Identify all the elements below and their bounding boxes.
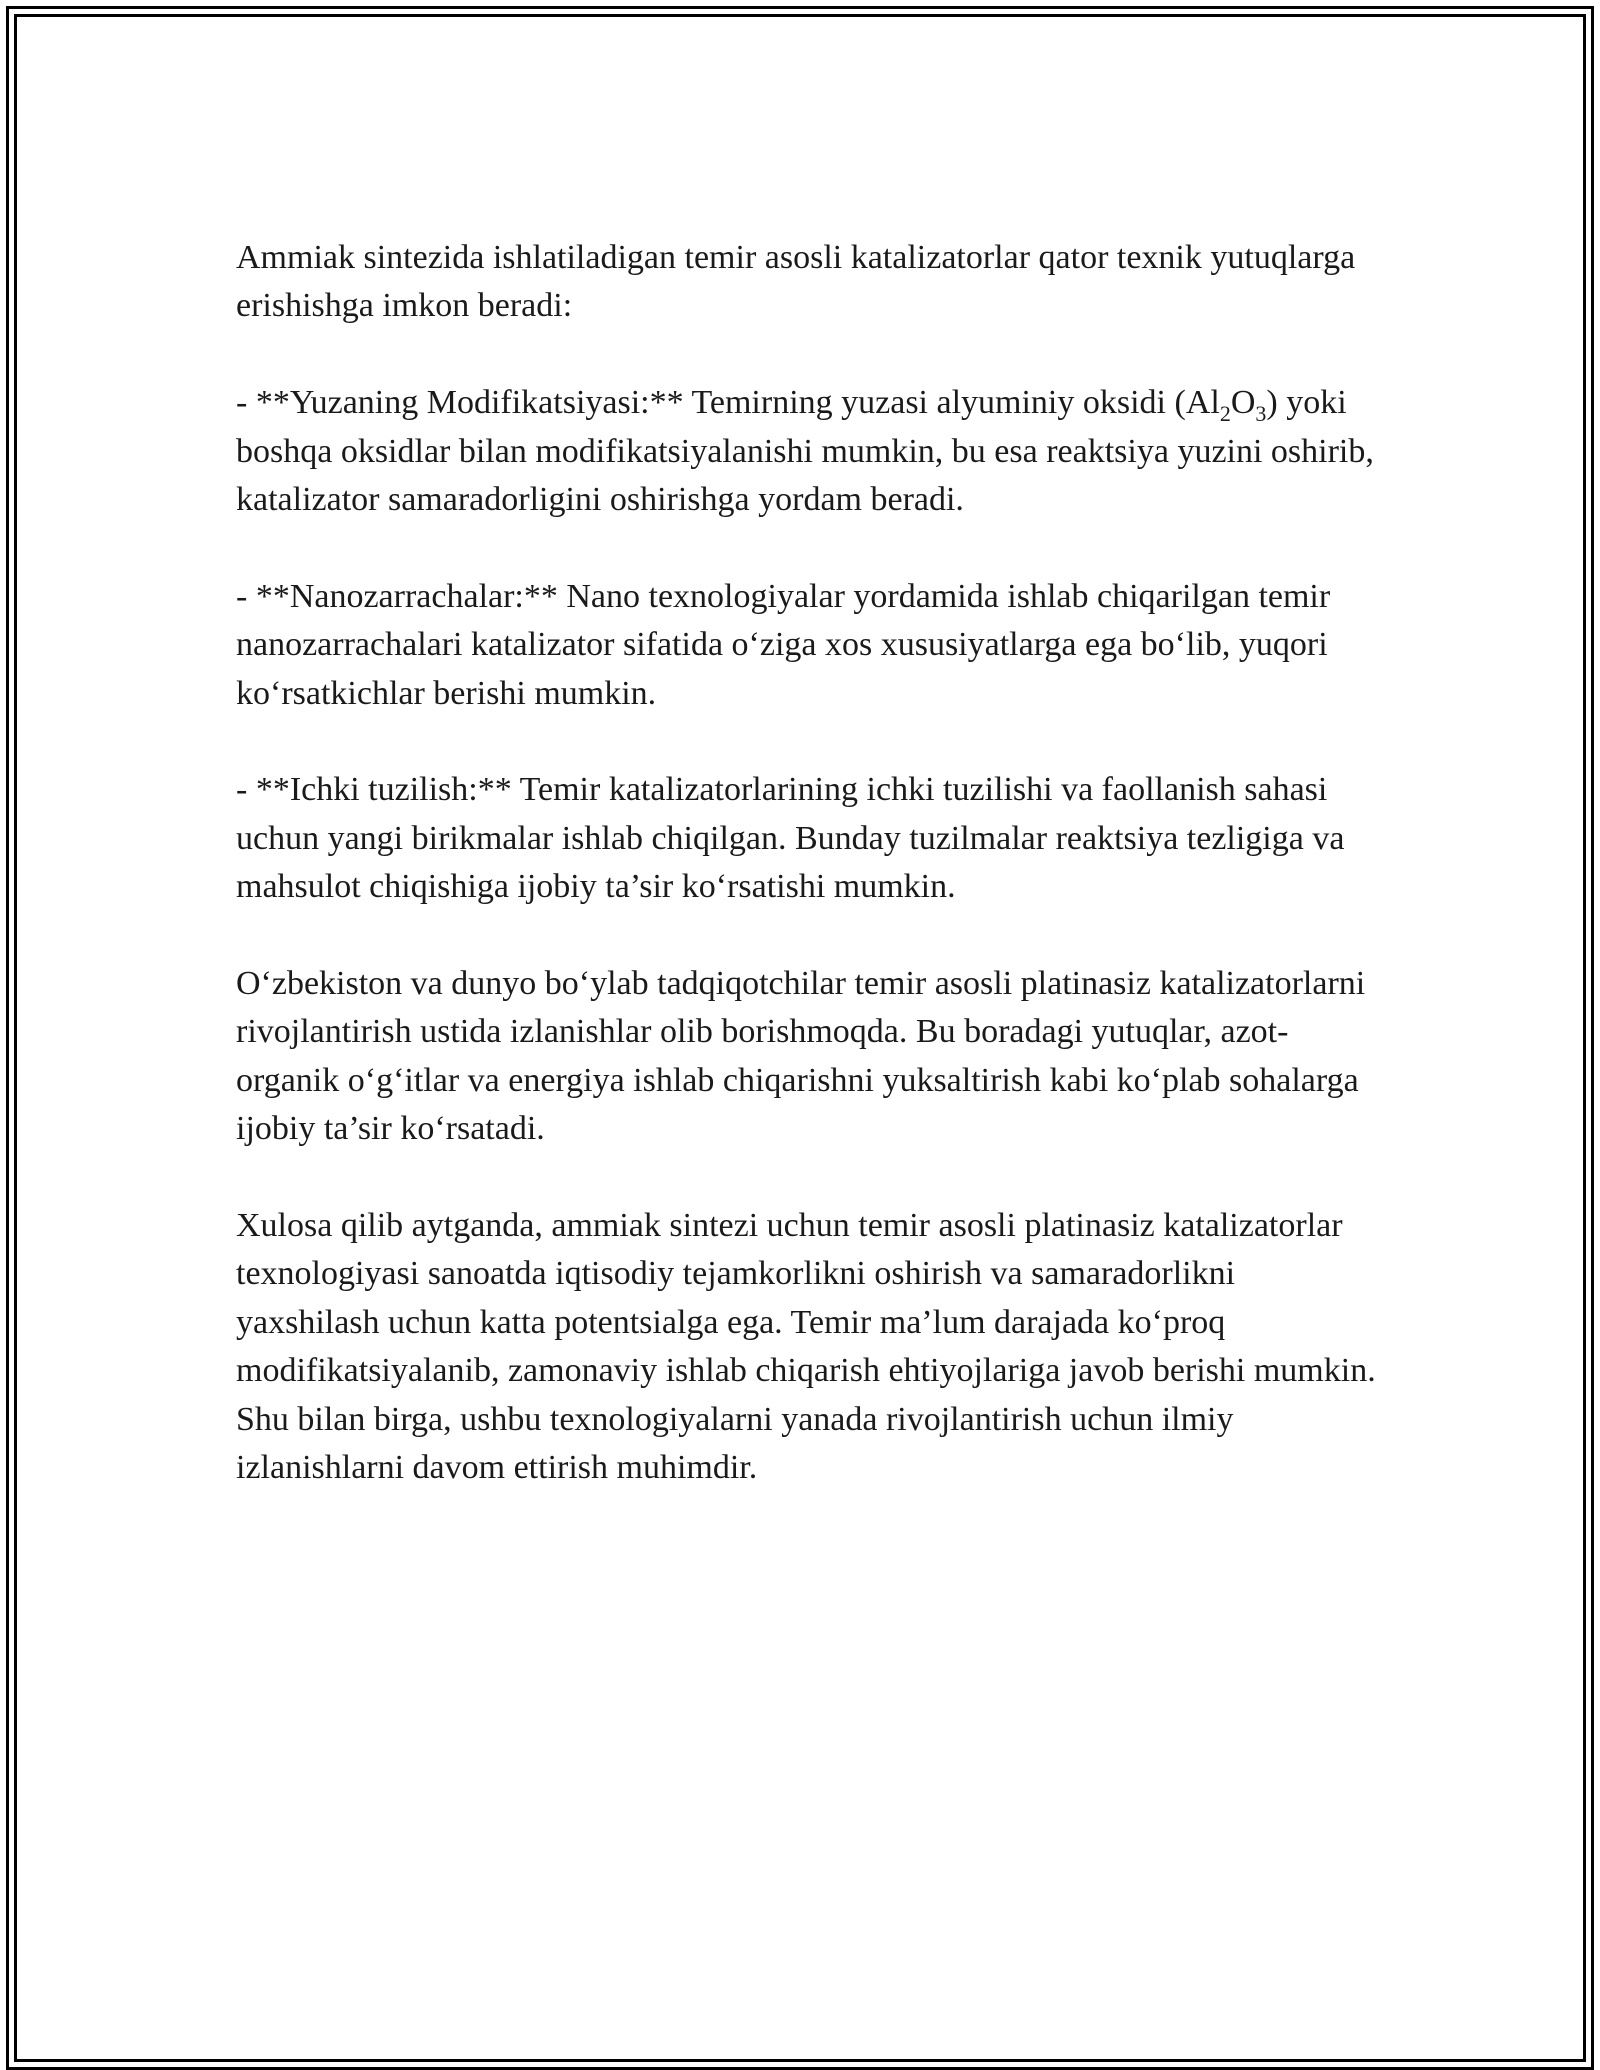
bullet-surface-modification bbox=[236, 379, 1386, 524]
subscript-3: 3 bbox=[1255, 401, 1267, 427]
document-body bbox=[236, 234, 1386, 1541]
bullet-internal-structure: - **Ichki tuzilish:** Temir katalizatorlarining ichki tuzilishi va faollanish sahasi uchun yangi birikmalar ishlab chiqilgan. Bunday tuzilmalar reaktsiya tezligiga va mahsulot chiqishiga ijobiy ta’sir ko‘rsatishi mumkin. bbox=[236, 771, 1345, 906]
bullet-nanoparticles: - **Nanozarrachalar:** Nano texnologiyalar yordamida ishlab chiqarilgan temir nanozarrachalari katalizator sifatida o‘ziga xos xususiyatlarga ega bo‘lib, yuqori ko‘rsatkichlar berishi mumkin. bbox=[236, 577, 1331, 712]
research-paragraph: O‘zbekiston va dunyo bo‘ylab tadqiqotchilar temir asosli platinasiz katalizatorlarni rivojlantirish ustida izlanishlar olib borishmoqda. Bu boradagi yutuqlar, azot-organik o‘g‘itlar va energiya ishlab chiqarishni yuksaltirish kabi ko‘plab sohalarga ijobiy ta’sir ko‘rsatadi. bbox=[236, 965, 1366, 1148]
conclusion-paragraph: Xulosa qilib aytganda, ammiak sintezi uchun temir asosli platinasiz katalizatorlar texnologiyasi sanoatda iqtisodiy tejamkorlikni oshirish va samaradorlikni yaxshilash uchun katta potentsialga ega. Temir ma’lum darajada ko‘proq modifikatsiyalanib, zamonaviy ishlab chiqarish ehtiyojlariga javob berishi mumkin. Shu bilan birga, ushbu texnologiyalarni yanada rivojlantirish uchun ilmiy izlanishlarni davom ettirish muhimdir. bbox=[236, 1207, 1376, 1487]
subscript-2: 2 bbox=[1219, 401, 1231, 427]
bullet-surface-mid: O bbox=[1230, 384, 1256, 422]
bullet-surface-tail: ) yoki boshqa oksidlar bilan modifikatsiyalanishi mumkin, bu esa reaktsiya yuzini oshirib, katalizator samaradorligini oshirishga yordam beradi. bbox=[236, 384, 1374, 519]
bullet-surface-lead: - **Yuzaning Modifikatsiyasi:** Temirning yuzasi alyuminiy oksidi (Al bbox=[236, 384, 1220, 422]
intro-paragraph: Ammiak sintezida ishlatiladigan temir asosli katalizatorlar qator texnik yutuqlarga erishishga imkon beradi: bbox=[236, 239, 1356, 325]
